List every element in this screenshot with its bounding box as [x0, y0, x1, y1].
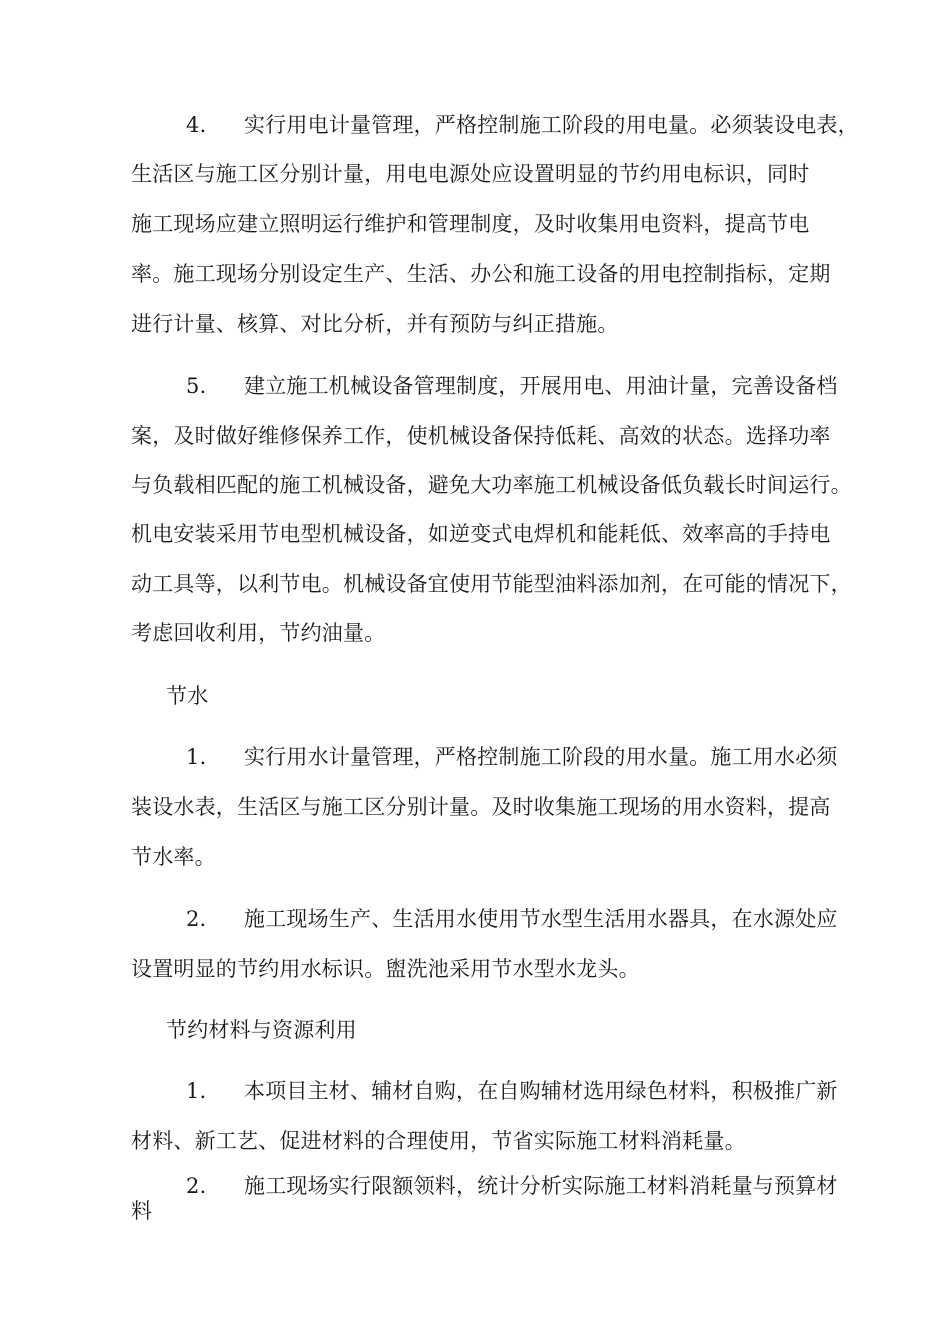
section-heading-water: 节水: [166, 684, 209, 708]
materials-item-1-line-2: 材料、新工艺、促进材料的合理使用，节省实际施工材料消耗量。: [131, 1129, 746, 1153]
water-item-1-line-2: 装设水表，生活区与施工区分别计量。及时收集施工现场的用水资料，提高: [131, 795, 831, 819]
item-5-line-2: 案，及时做好维修保养工作，使机械设备保持低耗、高效的状态。选择功率: [131, 424, 831, 448]
materials-item-2-line-2: 料: [131, 1199, 153, 1223]
paragraph-text: 实行用电计量管理，严格控制施工阶段的用电量。必须装设电表，: [244, 113, 859, 137]
item-4-line-2: 生活区与施工区分别计量，用电电源处应设置明显的节约用电标识，同时: [131, 162, 810, 186]
item-4-line-1: [186, 111, 859, 139]
paragraph-text: 建立施工机械设备管理制度，开展用电、用油计量，完善设备档: [244, 374, 838, 398]
item-number: 1.: [186, 745, 207, 769]
water-item-2-line-1: [186, 905, 838, 933]
water-item-1-line-1: [186, 743, 838, 771]
paragraph-text: 施工现场实行限额领料，统计分析实际施工材料消耗量与预算材: [244, 1174, 838, 1198]
item-4-line-4: 率。施工现场分别设定生产、生活、办公和施工设备的用电控制指标，定期: [131, 262, 831, 286]
item-5-line-1: [186, 372, 838, 400]
item-5-line-4: 机电安装采用节电型机械设备，如逆变式电焊机和能耗低、效率高的手持电: [131, 522, 831, 546]
paragraph-text: 实行用水计量管理，严格控制施工阶段的用水量。施工用水必须: [244, 745, 838, 769]
item-4-line-5: 进行计量、核算、对比分析，并有预防与纠正措施。: [131, 312, 619, 336]
water-item-1-line-3: 节水率。: [131, 845, 216, 869]
item-number: 2.: [186, 1174, 207, 1198]
paragraph-text: 施工现场生产、生活用水使用节水型生活用水器具，在水源处应: [244, 907, 838, 931]
item-5-line-3: 与负载相匹配的施工机械设备，避免大功率施工机械设备低负载长时间运行。: [131, 473, 852, 497]
item-4-line-3: 施工现场应建立照明运行维护和管理制度，及时收集用电资料，提高节电: [131, 212, 810, 236]
item-number: 4.: [186, 113, 207, 137]
water-item-2-line-2: 设置明显的节约用水标识。盥洗池采用节水型水龙头。: [131, 957, 640, 981]
materials-item-1-line-1: [186, 1077, 838, 1105]
item-number: 1.: [186, 1079, 207, 1103]
section-heading-materials: 节约材料与资源利用: [166, 1018, 357, 1042]
item-number: 5.: [186, 374, 207, 398]
materials-item-2-line-1: [186, 1172, 838, 1200]
item-5-line-5: 动工具等，以利节电。机械设备宜使用节能型油料添加剂，在可能的情况下，: [131, 572, 852, 596]
item-5-line-6: 考虑回收利用，节约油量。: [131, 621, 386, 645]
item-number: 2.: [186, 907, 207, 931]
paragraph-text: 本项目主材、辅材自购，在自购辅材选用绿色材料，积极推广新: [244, 1079, 838, 1103]
